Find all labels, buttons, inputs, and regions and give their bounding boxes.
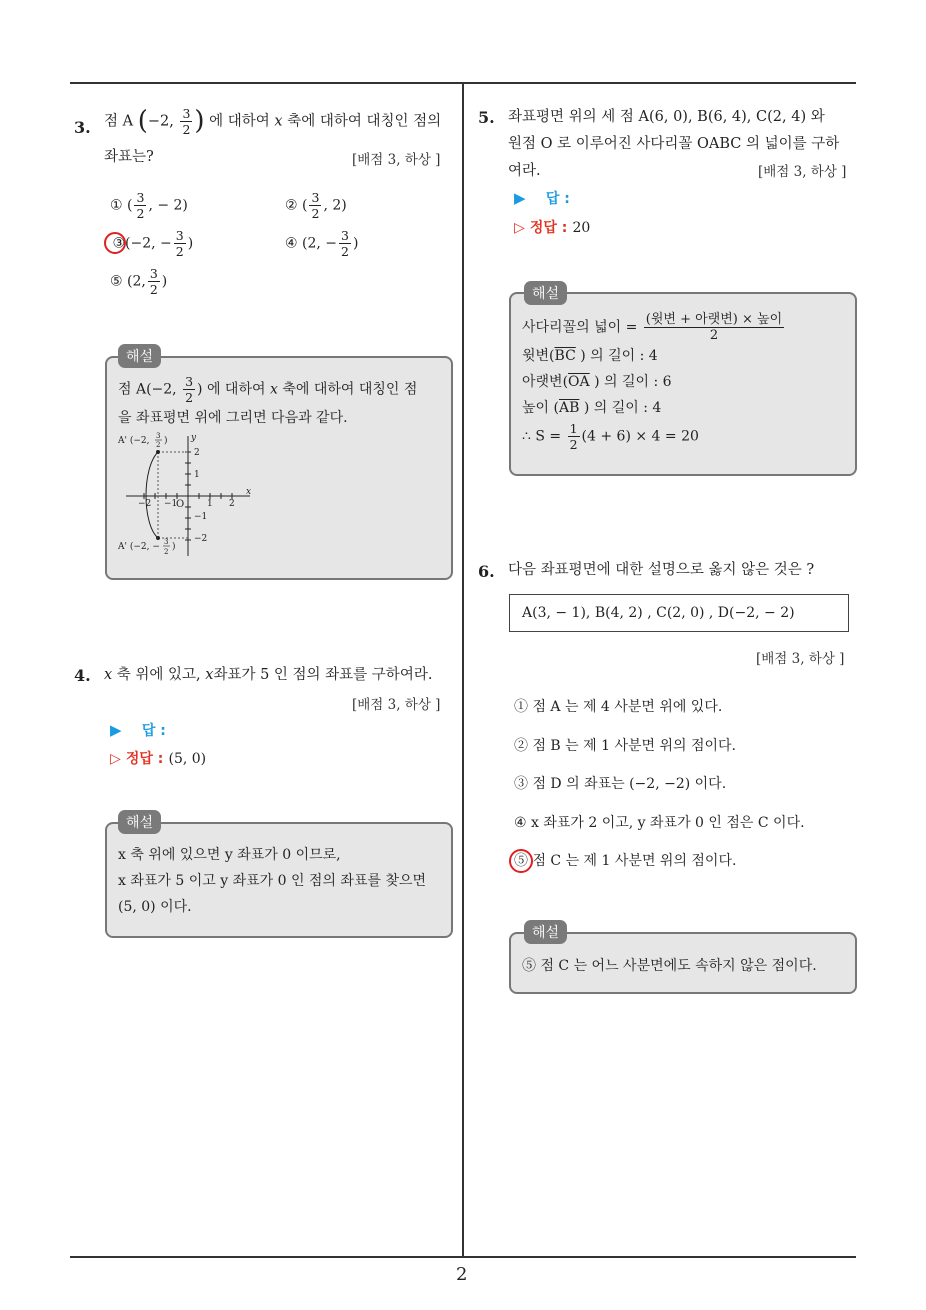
point-a-label: A' (−2, (118, 436, 150, 446)
frac-num: 3 (182, 106, 191, 121)
q3-paren-open: ( (137, 106, 148, 136)
q3-text-a: 점 A (104, 113, 134, 130)
q4-question (104, 662, 464, 689)
q3-text-c: 축에 대하여 대칭인 점의 (287, 113, 442, 130)
q3-number: 3. (74, 118, 91, 137)
q5-score: [배점 3, 하상 ] (758, 164, 847, 180)
frac-num: 3 (341, 228, 349, 243)
q6-number: 6. (478, 562, 495, 581)
page-number: 2 (456, 1264, 468, 1285)
q4-text-a: 축 위에 있고, (116, 667, 201, 683)
frac-num: 1 (569, 421, 578, 436)
frac-den: 2 (341, 244, 349, 259)
answer-arrow-icon: ▶ (514, 189, 526, 207)
tick-y-label: −2 (194, 534, 208, 544)
q3-coord-x: −2, (147, 113, 174, 130)
q4-solution-text (118, 842, 448, 920)
q5-line: 원점 O 로 이루어진 사다리꼴 OABC 의 넓이를 구하 (508, 136, 840, 152)
frac-den: 2 (709, 328, 719, 343)
frac-num: 3 (149, 266, 158, 281)
sol-text: 윗변( (522, 348, 555, 364)
option-frac (134, 190, 146, 221)
frac-den: 2 (175, 244, 184, 259)
sol-text: 점 A(−2, (118, 381, 177, 398)
sol-text: ∴ S = (522, 428, 562, 445)
sol-frac (644, 312, 784, 343)
point-a-reflected-frac-num: 3 (164, 538, 169, 546)
q6-solution-tag: 해설 (524, 920, 567, 944)
sol-formula-line (522, 312, 852, 343)
q4-solution-tag: 해설 (118, 810, 161, 834)
frac-den: 2 (149, 282, 158, 297)
sol-text: ) 의 길이 : 4 (580, 348, 658, 364)
segment-ab: $\overline{AB}$ (558, 400, 580, 416)
sol-line (522, 395, 852, 421)
q6-option-5[interactable]: ⑤ 점 C 는 제 1 사분면 위의 점이다. (514, 853, 737, 869)
q3-score: [배점 3, 하상 ] (352, 152, 441, 168)
q3-paren-close: ) (194, 106, 205, 136)
option-frac (174, 228, 186, 259)
sol-var-x: x (269, 381, 278, 398)
answer-label: 답 : (545, 191, 570, 207)
option-mark: ③ (112, 235, 126, 252)
q6-option-3[interactable]: ③ 점 D 의 좌표는 (−2, −2) 이다. (514, 776, 727, 792)
sol-frac (183, 374, 195, 405)
option-mark: ② (285, 197, 298, 214)
q3-solution-text (118, 374, 448, 431)
q3-coordinate-graph (112, 428, 262, 558)
correct-value: (5, 0) (168, 751, 207, 767)
frac-num: 3 (136, 190, 145, 205)
sol-line (522, 343, 852, 369)
tick-x-label: −1 (164, 499, 178, 509)
tick-x-label: −2 (138, 499, 152, 509)
sol-text: 을 좌표평면 위에 그리면 다음과 같다. (118, 410, 348, 426)
sol-text: 아랫변( (522, 374, 569, 390)
frac-den: 2 (182, 122, 191, 137)
q5-line: 여라. (508, 163, 541, 179)
q6-option-1[interactable]: ① 점 A 는 제 4 사분면 위에 있다. (514, 699, 723, 715)
correct-label: 정답 : (125, 751, 164, 767)
option-pre: (2, − (302, 235, 338, 252)
sol-text: ) 에 대하여 (197, 381, 266, 398)
sol-text: 사다리꼴의 넓이 = (522, 319, 638, 336)
option-pre: ( (127, 197, 133, 214)
q5-number: 5. (478, 108, 495, 127)
option-frac (148, 266, 160, 297)
q6-option-2[interactable]: ② 점 B 는 제 1 사분면 위의 점이다. (514, 738, 737, 754)
q3-option-3[interactable] (108, 228, 193, 259)
point-a (156, 450, 160, 454)
q4-answer-row (110, 720, 166, 740)
segment-oa: $\overline{OA}$ (568, 374, 590, 390)
answer-circle-icon (104, 232, 126, 254)
sol-text: 축에 대하여 대칭인 점 (282, 381, 418, 398)
correct-label: 정답 : (529, 220, 568, 236)
option-frac (309, 190, 321, 221)
q6-score: [배점 3, 하상 ] (756, 651, 845, 667)
point-a-frac-num: 3 (156, 432, 161, 440)
answer-label: 답 : (141, 723, 166, 739)
q5-line: 좌표평면 위의 세 점 A(6, 0), B(6, 4), C(2, 4) 와 (508, 109, 825, 125)
origin-label: O (176, 499, 185, 510)
point-a-reflected (156, 536, 160, 540)
correct-arrow-icon: ▷ (110, 751, 121, 767)
q4-score: [배점 3, 하상 ] (352, 697, 441, 713)
sol-text: ) 의 길이 : 4 (583, 400, 662, 416)
q3-option-2[interactable] (285, 190, 347, 221)
option-post: , − 2) (148, 197, 188, 214)
point-a-reflected-label: A' (−2, − (118, 542, 160, 552)
option-mark: ① (110, 197, 123, 214)
q3-question (104, 106, 456, 137)
frac-den: 2 (569, 437, 578, 452)
bottom-rule (70, 1256, 856, 1258)
correct-value: 20 (572, 220, 591, 236)
frac-den: 2 (136, 206, 145, 221)
frac-num: (윗변 + 아랫변) × 높이 (645, 312, 783, 327)
q3-option-1[interactable] (110, 190, 188, 221)
sol-frac (568, 421, 580, 452)
y-axis-label: y (191, 433, 197, 443)
frac-num: 3 (185, 374, 194, 389)
point-a-reflected-close: ) (172, 542, 176, 552)
point-a-frac-den: 2 (156, 441, 161, 449)
point-a-reflected-frac-den: 2 (164, 548, 169, 556)
tick-y-label: 1 (194, 470, 200, 480)
option-pre: (−2, − (125, 235, 172, 252)
sol-line (522, 369, 852, 395)
answer-arrow-icon: ▶ (110, 721, 122, 739)
q3-frac (180, 106, 192, 137)
option-pre: ( (302, 197, 308, 214)
option-post: , 2) (323, 197, 347, 214)
sol-text: ) 의 길이 : 6 (594, 374, 672, 390)
q3-option-4[interactable] (285, 228, 358, 259)
tick-y-label: 2 (194, 448, 200, 458)
q5-solution-text (522, 312, 852, 452)
q4-number: 4. (74, 666, 91, 685)
q3-text-d: 좌표는? (104, 149, 154, 165)
q3-text-b: 에 대하여 (209, 113, 270, 130)
tick-x-label: 2 (229, 499, 235, 509)
sol-text: 높이 ( (522, 400, 559, 416)
option-mark: ⑤ (110, 273, 123, 290)
segment-bc: $\overline{BC}$ (554, 348, 576, 364)
q5-answer-row (514, 188, 570, 208)
q5-correct-row (514, 217, 590, 237)
option-post: ) (352, 235, 359, 252)
sol-line (522, 421, 852, 452)
q4-var-x: x (104, 667, 113, 683)
frac-den: 2 (311, 206, 320, 221)
q4-text-b: 좌표가 5 인 점의 좌표를 구하여라. (213, 667, 433, 683)
q4-correct-row (110, 748, 206, 768)
tick-y-label: −1 (194, 512, 208, 522)
option-post: ) (161, 273, 168, 290)
q3-var-x: x (274, 113, 283, 130)
q5-solution-tag: 해설 (524, 281, 567, 305)
q6-option-4[interactable]: ④ x 좌표가 2 이고, y 좌표가 0 인 점은 C 이다. (514, 815, 805, 831)
q6-statement-box: A(3, − 1), B(4, 2) , C(2, 0) , D(−2, − 2) (509, 594, 849, 632)
point-a-close: ) (164, 436, 168, 446)
frac-den: 2 (185, 390, 194, 405)
q3-option-5[interactable] (110, 266, 167, 297)
q4-var-x2: x (205, 667, 214, 683)
q6-solution-text: ⑤ 점 C 는 어느 사분면에도 속하지 않은 점이다. (522, 958, 817, 974)
tick-x-label: 1 (207, 499, 213, 509)
option-pre: (2, (127, 273, 146, 290)
q3-solution-tag: 해설 (118, 344, 161, 368)
sol-text: (4 + 6) × 4 = 20 (581, 428, 699, 445)
frac-num: 3 (175, 228, 184, 243)
correct-arrow-icon: ▷ (514, 220, 525, 236)
sol-line: x 축 위에 있으면 y 좌표가 0 이므로, (118, 847, 341, 863)
option-frac (339, 228, 351, 259)
q6-question: 다음 좌표평면에 대한 설명으로 옳지 않은 것은 ? (508, 562, 815, 578)
frac-num: 3 (311, 190, 320, 205)
x-axis-label: x (246, 487, 252, 497)
sol-line: x 좌표가 5 이고 y 좌표가 0 인 점의 좌표를 찾으면 (118, 873, 427, 889)
sol-line: (5, 0) 이다. (118, 899, 192, 915)
option-mark: ④ (285, 235, 298, 252)
option-post: ) (187, 235, 194, 252)
